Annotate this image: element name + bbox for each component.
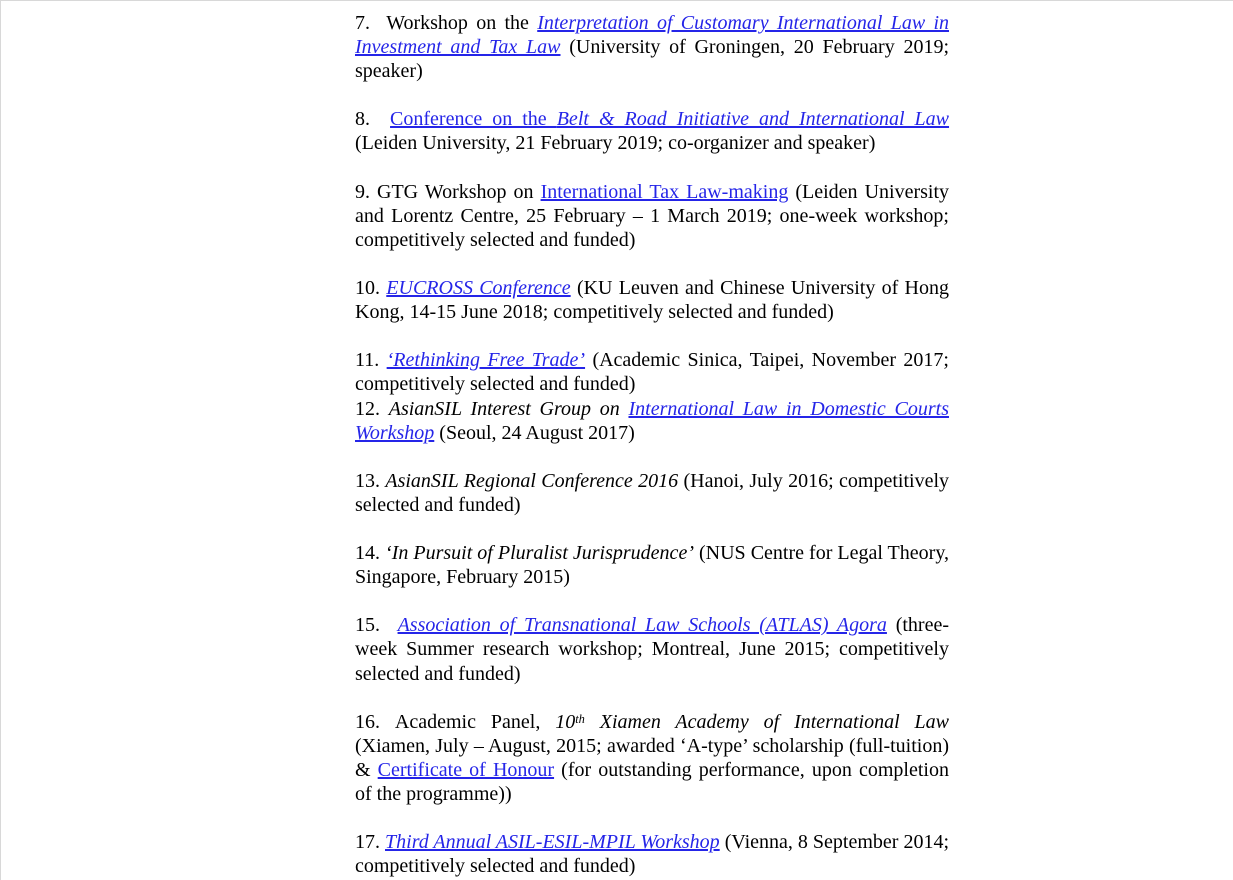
text-segment: (three-week Summer research workshop; Montreal, June 2015; competitively selected and funded): [355, 614, 950, 685]
text-segment: 12.: [355, 397, 389, 420]
text-segment: 7. Workshop on the: [355, 12, 538, 34]
hyperlink[interactable]: Certificate of Honour: [377, 758, 555, 781]
list-item-16: [355, 710, 949, 806]
text-segment: (KU Leuven and Chinese University of Hong Kong, 14-15 June 2018; competitively selected and funded): [355, 277, 949, 324]
text-segment: ‘In Pursuit of Pluralist Jurisprudence’: [385, 542, 694, 565]
text-segment: (NUS Centre for Legal Theory, Singapore, February 2015): [355, 542, 950, 589]
cv-workshop-list: [355, 1, 949, 878]
hyperlink[interactable]: Interpretation of Customary International Law in Investment and Tax Law: [355, 12, 950, 59]
text-segment: 10: [555, 710, 576, 733]
text-segment: AsianSIL Interest Group on: [388, 397, 629, 420]
hyperlink[interactable]: Belt & Road Initiative and International Law: [556, 108, 950, 131]
hyperlink[interactable]: ‘Rethinking Free Trade’: [386, 349, 586, 372]
text-segment: (Leiden University, 21 February 2019; co-organizer and speaker): [355, 132, 876, 155]
text-segment: (for outstanding performance, upon completion of the programme)): [355, 758, 949, 805]
text-segment: 11.: [355, 349, 387, 372]
list-item-8: [355, 107, 949, 155]
text-segment: (Leiden University and Lorentz Centre, 25 February – 1 March 2019; one-week workshop; competitively selected and funded): [355, 180, 949, 251]
text-segment: 15.: [355, 614, 398, 637]
text-segment: (Vienna, 8 September 2014; competitively selected and funded): [355, 831, 949, 878]
list-item-12: [355, 397, 949, 445]
list-item-11: [355, 348, 949, 396]
list-item-10: [355, 276, 949, 324]
text-segment: 9. GTG Workshop on: [355, 180, 541, 203]
list-item-9: [355, 180, 949, 252]
text-segment: Xiamen Academy of International Law: [584, 710, 950, 733]
list-item-15: [355, 613, 949, 685]
text-segment: 17.: [355, 831, 386, 854]
list-item-17: [355, 830, 949, 878]
list-item-7: [355, 11, 949, 83]
list-item-14: [355, 541, 949, 589]
hyperlink[interactable]: International Law in Domestic Courts Workshop: [355, 397, 949, 444]
text-segment: 13.: [355, 469, 386, 492]
text-segment: 16. Academic Panel,: [355, 710, 556, 733]
text-segment: 10.: [355, 277, 387, 300]
hyperlink[interactable]: International Tax Law-making: [540, 180, 789, 203]
text-segment: 8.: [355, 108, 391, 131]
text-segment: (University of Groningen, 20 February 2019; speaker): [355, 36, 950, 83]
hyperlink[interactable]: EUCROSS Conference: [386, 277, 571, 300]
text-segment: (Hanoi, July 2016; competitively selected and funded): [355, 469, 950, 516]
hyperlink[interactable]: Conference on the: [390, 108, 557, 131]
hyperlink[interactable]: Third Annual ASIL-ESIL-MPIL Workshop: [385, 831, 720, 854]
text-segment: 14.: [355, 542, 386, 565]
list-item-13: [355, 469, 949, 517]
superscript-text: th: [575, 711, 585, 726]
text-segment: (Seoul, 24 August 2017): [434, 421, 635, 444]
text-segment: (Academic Sinica, Taipei, November 2017; competitively selected and funded): [355, 349, 949, 396]
hyperlink[interactable]: Association of Transnational Law Schools (ATLAS) Agora: [397, 614, 887, 637]
text-segment: (Xiamen, July – August, 2015; awarded ‘A-type’ scholarship (full-tuition) &: [355, 734, 949, 781]
text-segment: AsianSIL Regional Conference 2016: [385, 469, 679, 492]
